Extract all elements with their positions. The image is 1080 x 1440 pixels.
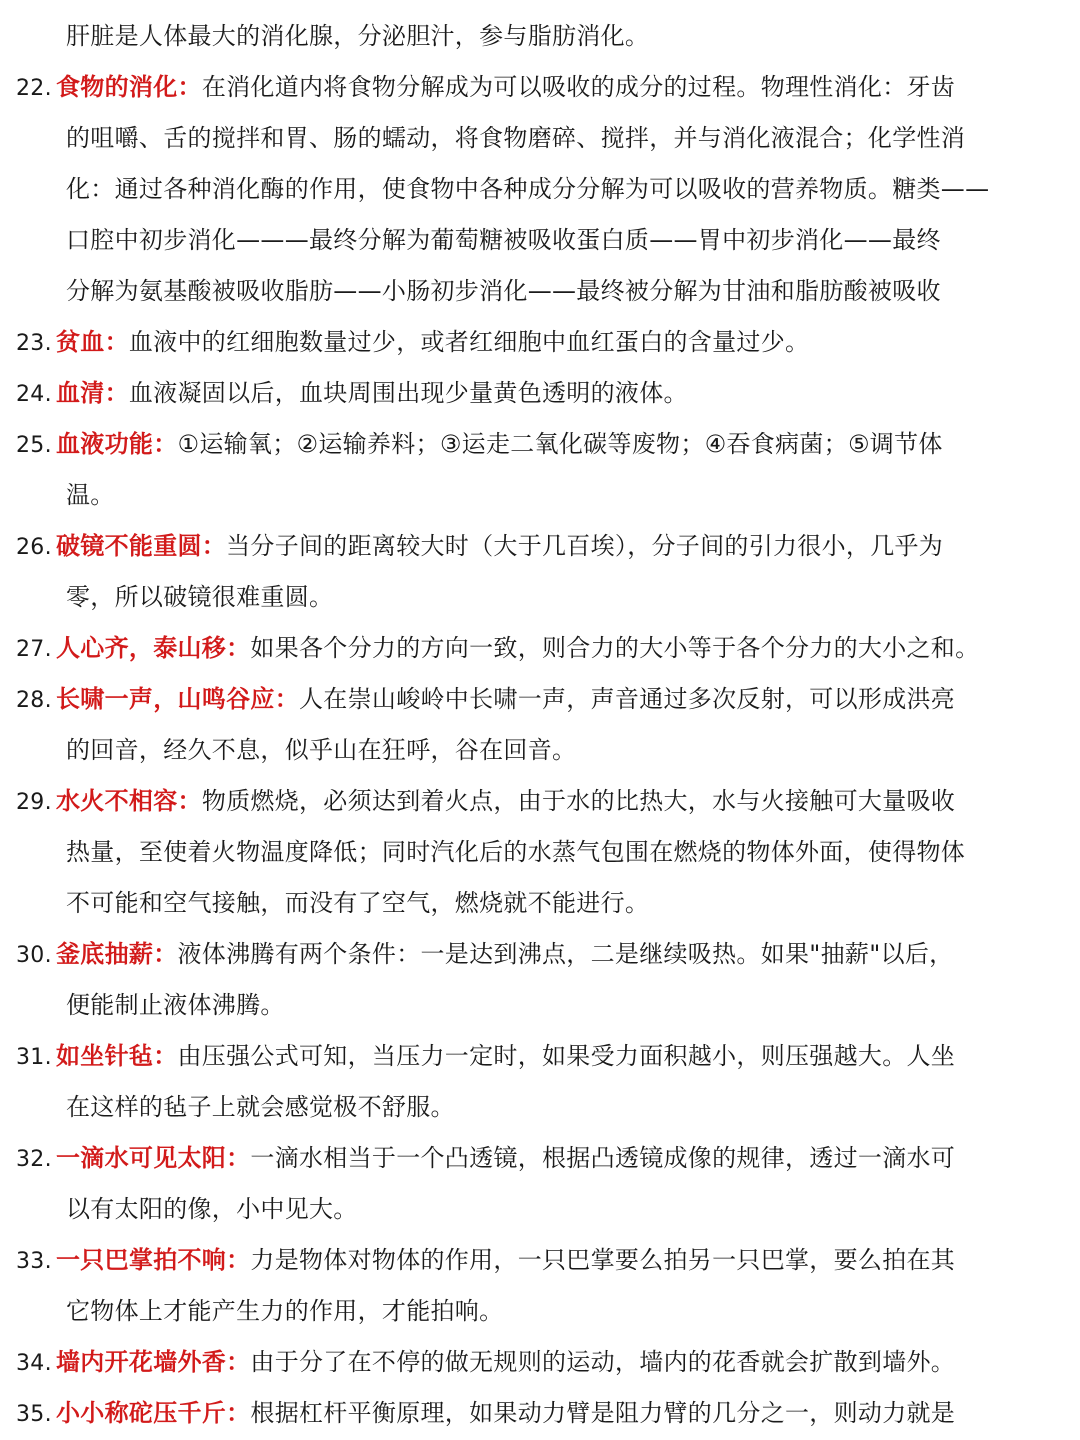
list-item-continuation-line: 不可能和空气接触，而没有了空气，燃烧就不能进行。 [66, 889, 650, 917]
list-item-continuation-line: 的回音，经久不息，似乎山在狂呼，谷在回音。 [66, 736, 577, 764]
list-item-continuation-line: 分解为氨基酸被吸收脂肪——小肠初步消化——最终被分解为甘油和脂肪酸被吸收 [66, 277, 941, 305]
item-number: 31. [16, 1045, 52, 1070]
item-number: 35. [16, 1402, 52, 1427]
list-item-first-line [16, 939, 953, 971]
item-term: 血液功能： [56, 430, 178, 458]
item-number: 25. [16, 433, 52, 458]
item-text: 人在崇山峻岭中长啸一声，声音通过多次反射，可以形成洪亮 [299, 685, 956, 713]
item-text: 由压强公式可知，当压力一定时，如果受力面积越小，则压强越大。人坐 [177, 1042, 956, 1070]
item-text: 根据杠杆平衡原理，如果动力臂是阻力臂的几分之一，则动力就是 [250, 1399, 956, 1427]
item-text: 一滴水相当于一个凸透镜，根据凸透镜成像的规律，透过一滴水可 [250, 1144, 956, 1172]
item-term: 血清： [56, 379, 129, 407]
item-number: 26. [16, 535, 52, 560]
item-number: 32. [16, 1147, 52, 1172]
list-item-first-line [16, 327, 809, 359]
item-number: 28. [16, 688, 52, 713]
item-text: 当分子间的距离较大时（大于几百埃），分子间的引力很小，几乎为 [226, 532, 944, 560]
item-number: 23. [16, 331, 52, 356]
list-item-continuation-line: 零，所以破镜很难重圆。 [66, 583, 334, 611]
item-term: 如坐针毡： [56, 1042, 178, 1070]
list-item-first-line [16, 1398, 955, 1430]
list-item-first-line [16, 531, 943, 563]
list-item-first-line [16, 1347, 955, 1379]
item-number: 22. [16, 76, 52, 101]
item-term: 人心齐，泰山移： [56, 634, 251, 662]
item-text: 血液凝固以后，血块周围出现少量黄色透明的液体。 [128, 379, 688, 407]
item-text: 血液中的红细胞数量过少，或者红细胞中血红蛋白的含量过少。 [128, 328, 810, 356]
item-term: 小小称砣压千斤： [56, 1399, 251, 1427]
item-text: 在消化道内将食物分解成为可以吸收的成分的过程。物理性消化：牙齿 [201, 73, 956, 101]
item-term: 食物的消化： [56, 73, 202, 101]
continuation-line: 肝脏是人体最大的消化腺，分泌胆汁，参与脂肪消化。 [66, 22, 650, 50]
list-item-first-line [16, 378, 688, 410]
list-item-continuation-line: 化：通过各种消化酶的作用，使食物中各种成分分解为可以吸收的营养物质。糖类—— [66, 175, 990, 203]
item-term: 釜底抽薪： [56, 940, 178, 968]
item-term: 一只巴掌拍不响： [56, 1246, 251, 1274]
item-number: 34. [16, 1351, 52, 1376]
item-term: 破镜不能重圆： [56, 532, 227, 560]
list-item-first-line [16, 633, 979, 665]
list-item-first-line [16, 1041, 955, 1073]
list-item-first-line [16, 684, 955, 716]
list-item-first-line [16, 429, 943, 461]
item-text: 液体沸腾有两个条件：一是达到沸点，二是继续吸热。如果"抽薪"以后， [177, 940, 954, 968]
item-text: 由于分了在不停的做无规则的运动，墙内的花香就会扩散到墙外。 [250, 1348, 956, 1376]
list-item-continuation-line: 热量，至使着火物温度降低；同时汽化后的水蒸气包围在燃烧的物体外面，使得物体 [66, 838, 966, 866]
list-item-continuation-line: 口腔中初步消化———最终分解为葡萄糖被吸收蛋白质——胃中初步消化——最终 [66, 226, 941, 254]
item-term: 墙内开花墙外香： [56, 1348, 251, 1376]
item-term: 水火不相容： [56, 787, 202, 815]
item-number: 30. [16, 943, 52, 968]
item-text: 物质燃烧，必须达到着火点，由于水的比热大，水与火接触可大量吸收 [201, 787, 956, 815]
item-number: 24. [16, 382, 52, 407]
list-item-first-line [16, 1245, 955, 1277]
item-number: 33. [16, 1249, 52, 1274]
item-number: 27. [16, 637, 52, 662]
item-text: ①运输氧；②运输养料；③运走二氧化碳等废物；④吞食病菌；⑤调节体 [177, 430, 943, 458]
list-item-first-line [16, 1143, 955, 1175]
list-item-continuation-line: 便能制止液体沸腾。 [66, 991, 285, 1019]
list-item-first-line [16, 786, 955, 818]
list-item-continuation-line: 在这样的毡子上就会感觉极不舒服。 [66, 1093, 455, 1121]
item-text: 如果各个分力的方向一致，则合力的大小等于各个分力的大小之和。 [250, 634, 980, 662]
list-item-continuation-line: 以有太阳的像，小中见大。 [66, 1195, 358, 1223]
item-text: 力是物体对物体的作用，一只巴掌要么拍另一只巴掌，要么拍在其 [250, 1246, 956, 1274]
item-term: 一滴水可见太阳： [56, 1144, 251, 1172]
item-term: 贫血： [56, 328, 129, 356]
list-item-continuation-line: 它物体上才能产生力的作用，才能拍响。 [66, 1297, 504, 1325]
item-term: 长啸一声，山鸣谷应： [56, 685, 299, 713]
list-item-first-line [16, 72, 955, 104]
item-number: 29. [16, 790, 52, 815]
list-item-continuation-line: 温。 [66, 481, 115, 509]
list-item-continuation-line: 的咀嚼、舌的搅拌和胃、肠的蠕动，将食物磨碎、搅拌，并与消化液混合；化学性消 [66, 124, 966, 152]
